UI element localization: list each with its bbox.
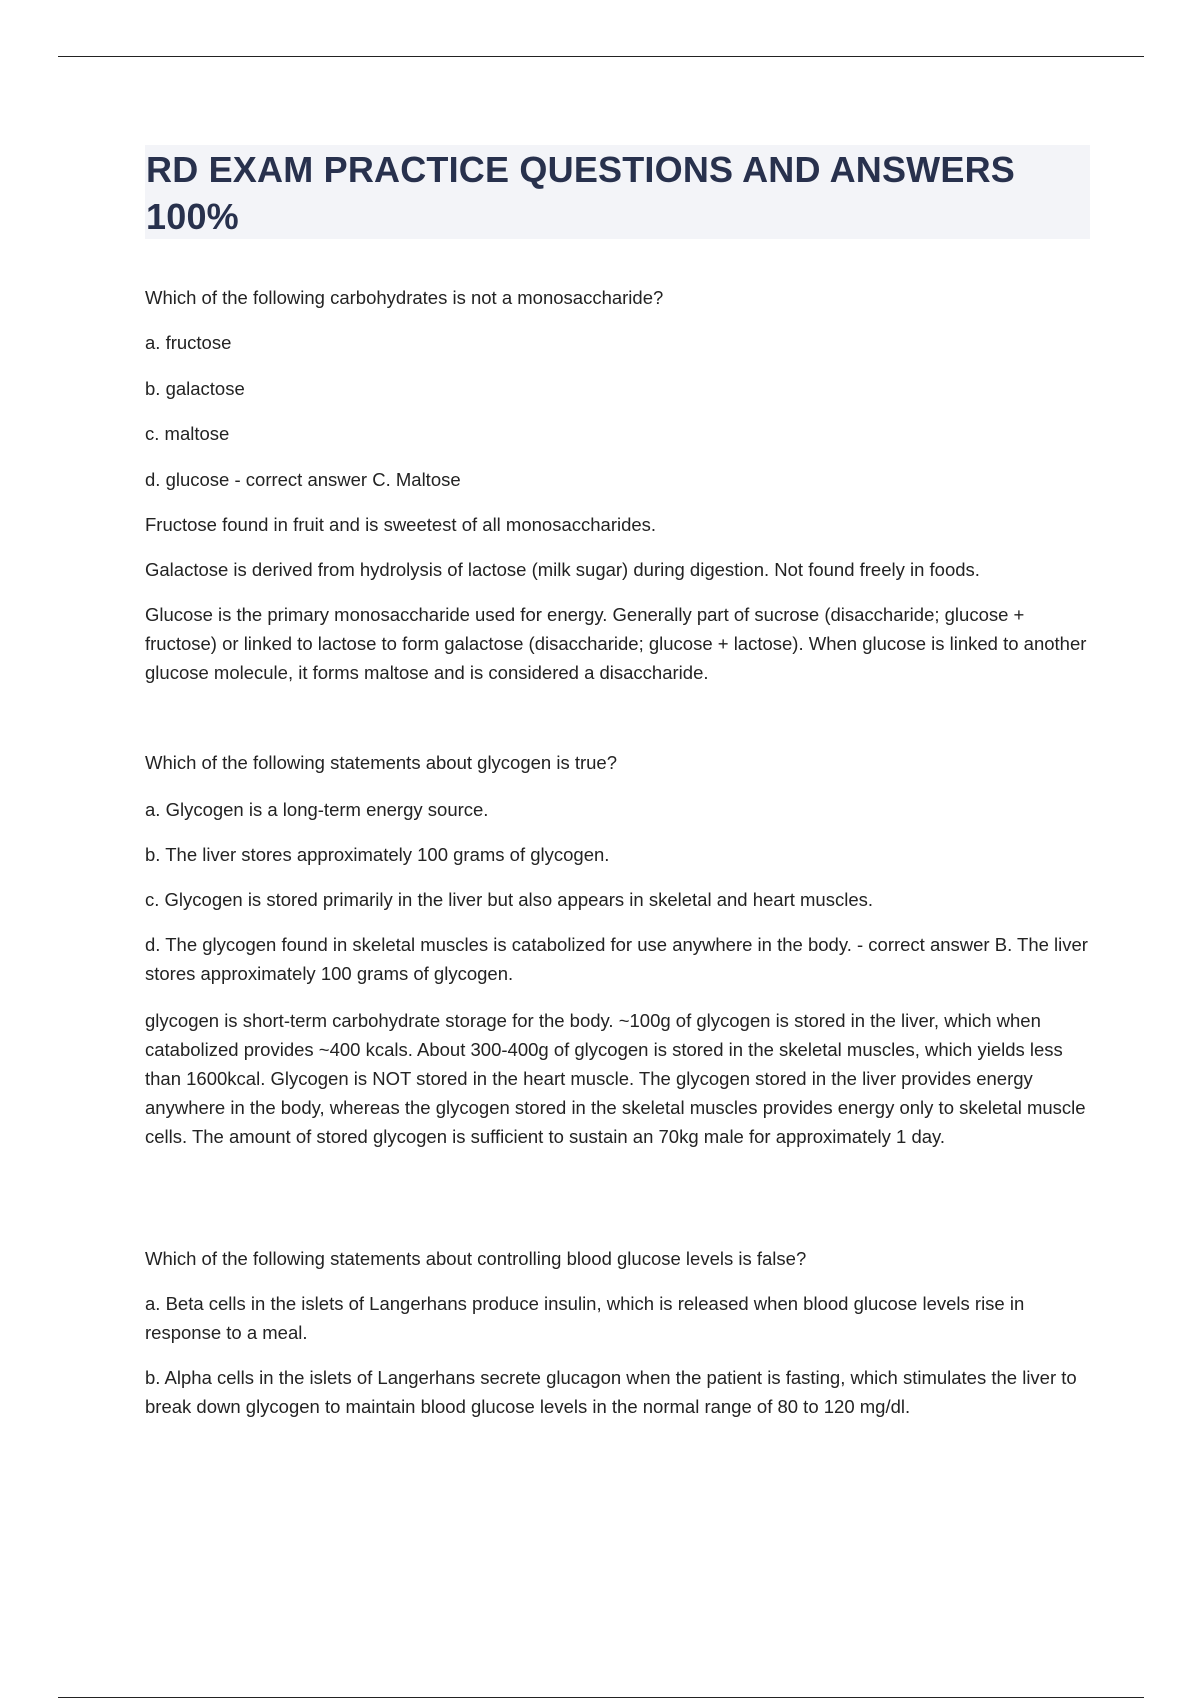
question-1-explanation-3: Glucose is the primary monosaccharide used for energy. Generally part of sucrose (disaccharide; glucose + fructose) or linked to lactose to form galactose (disaccharide; glucose + lactose). When glucose is linked to another glucose molecule, it forms maltose and is considered a disaccharide.: [145, 604, 1087, 683]
question-1-explanation-1: Fructose found in fruit and is sweetest of all monosaccharides.: [145, 514, 657, 535]
question-2-option-a: a. Glycogen is a long-term energy source.: [145, 799, 489, 820]
question-1-option-b: b. galactose: [145, 378, 245, 399]
question-1-explanation-2: Galactose is derived from hydrolysis of lactose (milk sugar) during digestion. Not found freely in foods.: [145, 559, 980, 580]
question-2-explanation-1: glycogen is short-term carbohydrate storage for the body. ~100g of glycogen is stored in the liver, which when catabolized provides ~400 kcals. About 300-400g of glycogen is stored in the skeletal muscles, which yields less than 1600kcal. Glycogen is NOT stored in the heart muscle. The glycogen stored in the liver provides energy anywhere in the body, whereas the glycogen stored in the skeletal muscles provides energy only to skeletal muscle cells. The amount of stored glycogen is sufficient to sustain an 70kg male for approximately 1 day.: [145, 1010, 1086, 1147]
question-1-prompt: Which of the following carbohydrates is not a monosaccharide?: [145, 287, 664, 308]
question-2-option-c: c. Glycogen is stored primarily in the liver but also appears in skeletal and heart muscles.: [145, 889, 874, 910]
question-1-option-d-answer: d. glucose - correct answer C. Maltose: [145, 469, 461, 490]
question-1-option-c: c. maltose: [145, 423, 230, 444]
question-1-option-a: a. fructose: [145, 332, 232, 353]
question-3-prompt: Which of the following statements about controlling blood glucose levels is false?: [145, 1248, 807, 1269]
question-2-option-d-answer: d. The glycogen found in skeletal muscles is catabolized for use anywhere in the body. - correct answer B. The liver stores approximately 100 grams of glycogen.: [145, 934, 1088, 984]
question-2-prompt: Which of the following statements about glycogen is true?: [145, 752, 618, 773]
document-title: RD EXAM PRACTICE QUESTIONS AND ANSWERS 100%: [146, 149, 1015, 237]
header-rule: [58, 56, 1144, 57]
question-2-option-b: b. The liver stores approximately 100 grams of glycogen.: [145, 844, 610, 865]
footer-rule: [58, 1697, 1144, 1698]
question-3-option-b: b. Alpha cells in the islets of Langerhans secrete glucagon when the patient is fasting, which stimulates the liver to break down glycogen to maintain blood glucose levels in the normal range of 80 to 120 mg/dl.: [145, 1367, 1077, 1417]
question-3-option-a: a. Beta cells in the islets of Langerhans produce insulin, which is released when blood glucose levels rise in response to a meal.: [145, 1293, 1025, 1343]
